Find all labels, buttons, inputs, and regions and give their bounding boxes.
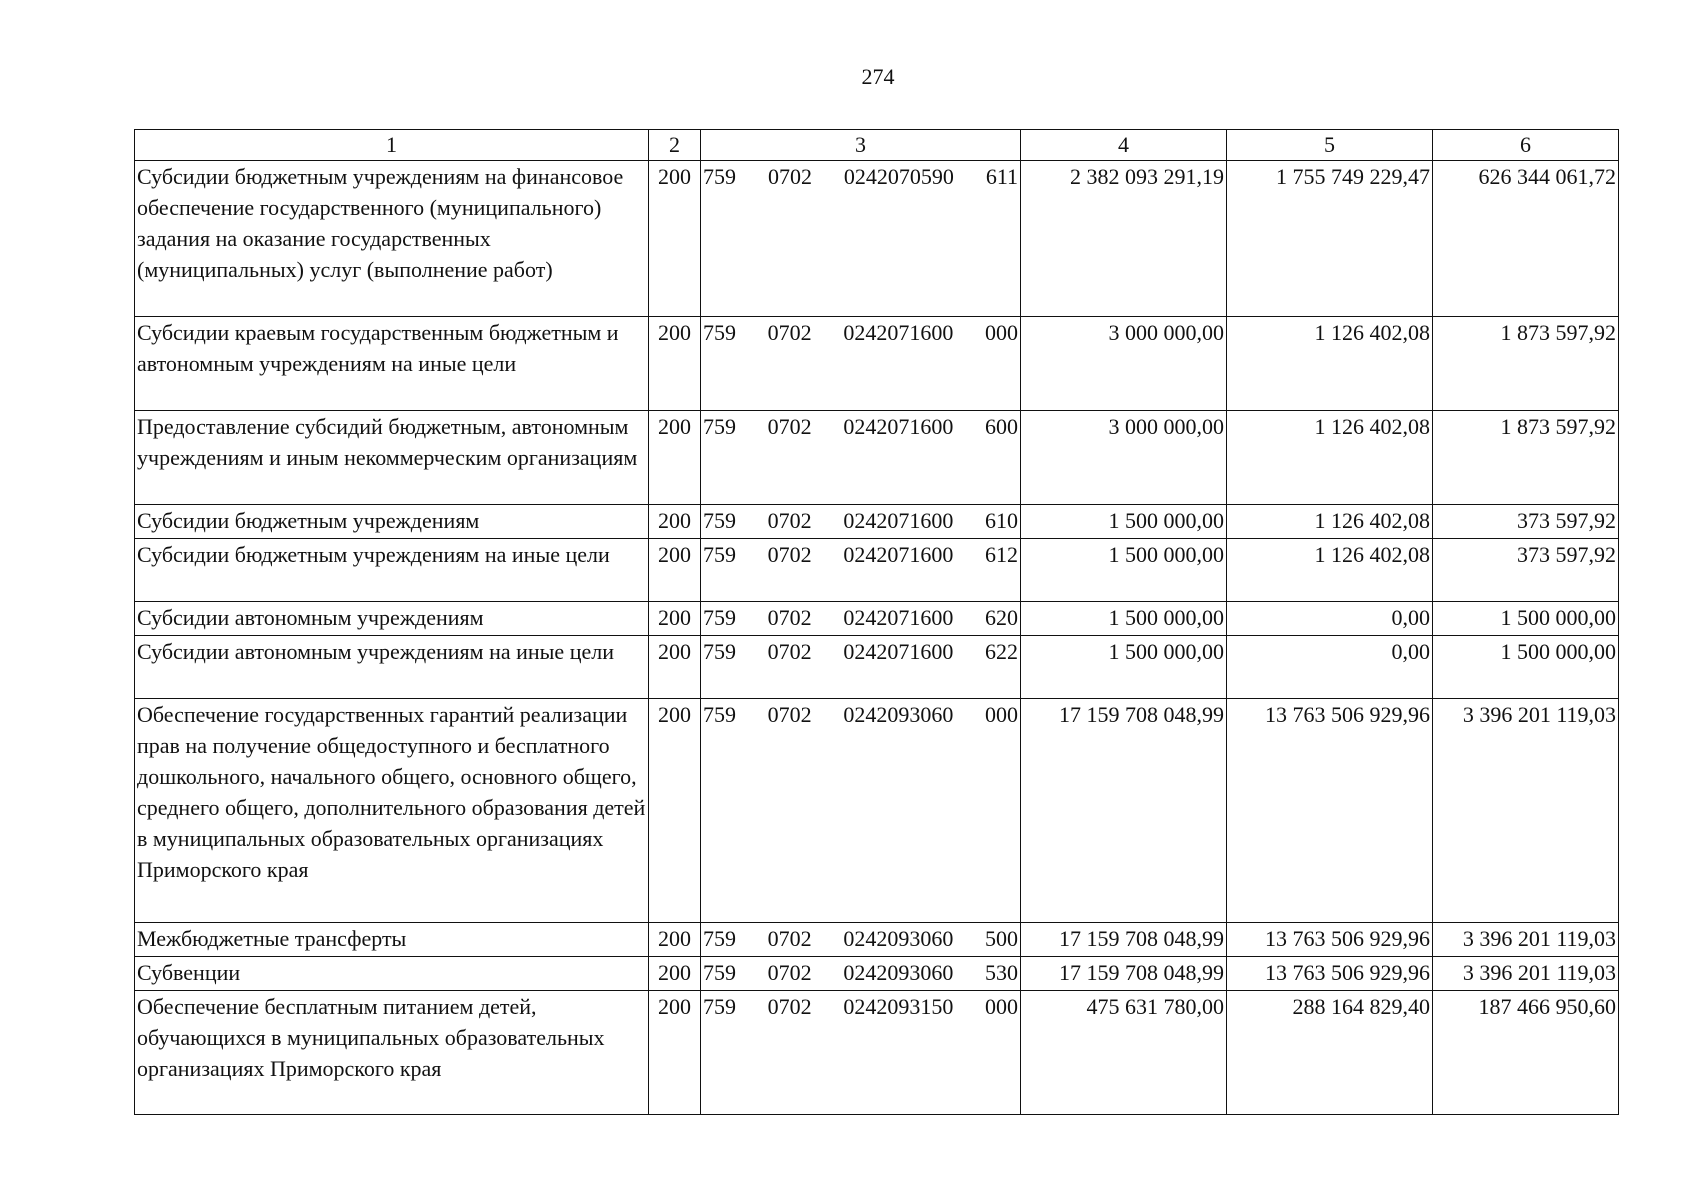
row-name: Субсидии краевым государственным бюджетным и автономным учреждениям на иные цели xyxy=(135,317,649,411)
ministry-code: 759 xyxy=(703,320,736,345)
column-header: 4 xyxy=(1021,130,1227,161)
row-classification-code xyxy=(701,957,1021,991)
row-classification-code xyxy=(701,505,1021,539)
target-code: 0242071600 xyxy=(843,320,954,345)
expense-type-code: 611 xyxy=(985,164,1018,189)
approved-amount: 17 159 708 048,99 xyxy=(1021,923,1227,957)
ministry-code: 759 xyxy=(703,508,736,533)
approved-amount: 1 500 000,00 xyxy=(1021,539,1227,602)
expense-type-code: 610 xyxy=(984,508,1018,533)
section-code: 0702 xyxy=(767,605,812,630)
executed-amount: 0,00 xyxy=(1227,602,1433,636)
approved-amount: 17 159 708 048,99 xyxy=(1021,699,1227,923)
expense-type-code: 620 xyxy=(984,605,1018,630)
target-code: 0242070590 xyxy=(843,164,954,189)
row-admin-code: 200 xyxy=(649,505,701,539)
table-header-row xyxy=(135,130,1619,161)
table-row xyxy=(135,411,1619,505)
remaining-amount: 3 396 201 119,03 xyxy=(1433,923,1619,957)
table-row xyxy=(135,161,1619,317)
row-classification-code xyxy=(701,699,1021,923)
remaining-amount: 187 466 950,60 xyxy=(1433,991,1619,1115)
column-header: 5 xyxy=(1227,130,1433,161)
executed-amount: 13 763 506 929,96 xyxy=(1227,957,1433,991)
approved-amount: 1 500 000,00 xyxy=(1021,505,1227,539)
remaining-amount: 626 344 061,72 xyxy=(1433,161,1619,317)
target-code: 0242093060 xyxy=(843,702,954,727)
row-admin-code: 200 xyxy=(649,699,701,923)
remaining-amount: 1 873 597,92 xyxy=(1433,317,1619,411)
expense-type-code: 000 xyxy=(984,994,1018,1019)
executed-amount: 13 763 506 929,96 xyxy=(1227,923,1433,957)
row-name: Обеспечение бесплатным питанием детей, обучающихся в муниципальных образовательных организациях Приморского края xyxy=(135,991,649,1115)
row-classification-code xyxy=(701,317,1021,411)
row-admin-code: 200 xyxy=(649,991,701,1115)
table-row xyxy=(135,317,1619,411)
approved-amount: 17 159 708 048,99 xyxy=(1021,957,1227,991)
section-code: 0702 xyxy=(767,639,812,664)
approved-amount: 2 382 093 291,19 xyxy=(1021,161,1227,317)
table-row xyxy=(135,602,1619,636)
executed-amount: 1 126 402,08 xyxy=(1227,505,1433,539)
target-code: 0242071600 xyxy=(843,508,954,533)
ministry-code: 759 xyxy=(703,605,736,630)
row-classification-code xyxy=(701,411,1021,505)
remaining-amount: 1 500 000,00 xyxy=(1433,602,1619,636)
ministry-code: 759 xyxy=(703,960,736,985)
ministry-code: 759 xyxy=(703,164,736,189)
section-code: 0702 xyxy=(767,542,812,567)
executed-amount: 288 164 829,40 xyxy=(1227,991,1433,1115)
row-name: Предоставление субсидий бюджетным, автономным учреждениям и иным некоммерческим организациям xyxy=(135,411,649,505)
budget-table xyxy=(134,129,1619,1115)
table-row xyxy=(135,636,1619,699)
ministry-code: 759 xyxy=(703,702,736,727)
approved-amount: 3 000 000,00 xyxy=(1021,411,1227,505)
target-code: 0242071600 xyxy=(843,414,954,439)
section-code: 0702 xyxy=(767,926,812,951)
column-header: 1 xyxy=(135,130,649,161)
expense-type-code: 612 xyxy=(984,542,1018,567)
section-code: 0702 xyxy=(767,994,812,1019)
executed-amount: 1 126 402,08 xyxy=(1227,317,1433,411)
executed-amount: 1 755 749 229,47 xyxy=(1227,161,1433,317)
row-admin-code: 200 xyxy=(649,602,701,636)
table-row xyxy=(135,699,1619,923)
section-code: 0702 xyxy=(767,414,812,439)
ministry-code: 759 xyxy=(703,926,736,951)
row-admin-code: 200 xyxy=(649,317,701,411)
table-row xyxy=(135,991,1619,1115)
page-number: 274 xyxy=(861,64,895,89)
executed-amount: 1 126 402,08 xyxy=(1227,539,1433,602)
row-admin-code: 200 xyxy=(649,161,701,317)
row-name: Обеспечение государственных гарантий реализации прав на получение общедоступного и бесплатного дошкольного, начального общего, основного общего, среднего общего, дополнительного образования детей в муниципальных образовательных организациях Приморского края xyxy=(135,699,649,923)
approved-amount: 1 500 000,00 xyxy=(1021,636,1227,699)
approved-amount: 3 000 000,00 xyxy=(1021,317,1227,411)
column-header: 6 xyxy=(1433,130,1619,161)
remaining-amount: 373 597,92 xyxy=(1433,539,1619,602)
column-header: 3 xyxy=(701,130,1021,161)
column-header: 2 xyxy=(649,130,701,161)
section-code: 0702 xyxy=(767,702,812,727)
row-classification-code xyxy=(701,161,1021,317)
expense-type-code: 000 xyxy=(984,320,1018,345)
section-code: 0702 xyxy=(767,960,812,985)
approved-amount: 1 500 000,00 xyxy=(1021,602,1227,636)
target-code: 0242071600 xyxy=(843,639,954,664)
row-name: Субсидии бюджетным учреждениям на иные цели xyxy=(135,539,649,602)
expense-type-code: 530 xyxy=(984,960,1018,985)
approved-amount: 475 631 780,00 xyxy=(1021,991,1227,1115)
executed-amount: 0,00 xyxy=(1227,636,1433,699)
row-name: Субсидии автономным учреждениям на иные цели xyxy=(135,636,649,699)
ministry-code: 759 xyxy=(703,414,736,439)
table-row xyxy=(135,957,1619,991)
ministry-code: 759 xyxy=(703,994,736,1019)
target-code: 0242071600 xyxy=(843,542,954,567)
row-name: Субсидии бюджетным учреждениям xyxy=(135,505,649,539)
target-code: 0242093150 xyxy=(843,994,954,1019)
section-code: 0702 xyxy=(767,508,812,533)
row-name: Субвенции xyxy=(135,957,649,991)
ministry-code: 759 xyxy=(703,639,736,664)
expense-type-code: 622 xyxy=(984,639,1018,664)
row-admin-code: 200 xyxy=(649,923,701,957)
row-classification-code xyxy=(701,602,1021,636)
row-name: Межбюджетные трансферты xyxy=(135,923,649,957)
row-classification-code xyxy=(701,636,1021,699)
row-admin-code: 200 xyxy=(649,636,701,699)
row-classification-code xyxy=(701,539,1021,602)
executed-amount: 13 763 506 929,96 xyxy=(1227,699,1433,923)
row-admin-code: 200 xyxy=(649,957,701,991)
expense-type-code: 600 xyxy=(984,414,1018,439)
target-code: 0242071600 xyxy=(843,605,954,630)
row-classification-code xyxy=(701,991,1021,1115)
remaining-amount: 3 396 201 119,03 xyxy=(1433,957,1619,991)
remaining-amount: 3 396 201 119,03 xyxy=(1433,699,1619,923)
table-row xyxy=(135,505,1619,539)
section-code: 0702 xyxy=(767,164,812,189)
executed-amount: 1 126 402,08 xyxy=(1227,411,1433,505)
target-code: 0242093060 xyxy=(843,926,954,951)
table-row xyxy=(135,539,1619,602)
row-name: Субсидии бюджетным учреждениям на финансовое обеспечение государственного (муниципального) задания на оказание государственных (муниципальных) услуг (выполнение работ) xyxy=(135,161,649,317)
section-code: 0702 xyxy=(767,320,812,345)
expense-type-code: 500 xyxy=(984,926,1018,951)
table-row xyxy=(135,923,1619,957)
row-classification-code xyxy=(701,923,1021,957)
target-code: 0242093060 xyxy=(843,960,954,985)
row-admin-code: 200 xyxy=(649,411,701,505)
remaining-amount: 373 597,92 xyxy=(1433,505,1619,539)
remaining-amount: 1 500 000,00 xyxy=(1433,636,1619,699)
row-admin-code: 200 xyxy=(649,539,701,602)
row-name: Субсидии автономным учреждениям xyxy=(135,602,649,636)
remaining-amount: 1 873 597,92 xyxy=(1433,411,1619,505)
expense-type-code: 000 xyxy=(984,702,1018,727)
ministry-code: 759 xyxy=(703,542,736,567)
